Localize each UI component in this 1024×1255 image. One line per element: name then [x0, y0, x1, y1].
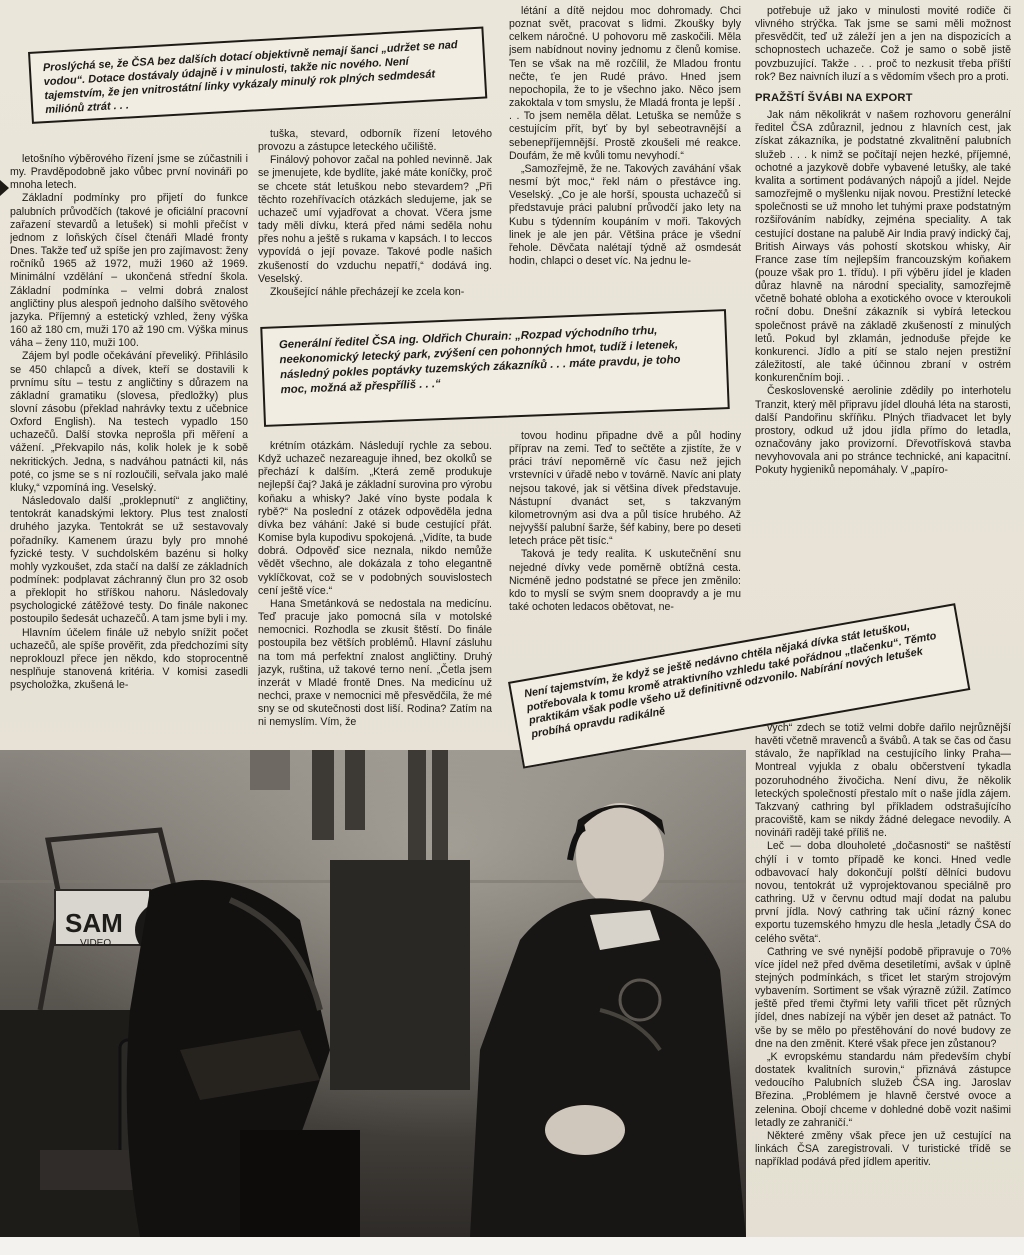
- column-2-top: [258, 128, 492, 298]
- paragraph: Zkoušející náhle přecházejí ke zcela kon-: [270, 285, 465, 298]
- paragraph: Hlavním účelem finále už nebylo snížit počet uchazečů, ale spíše prověřit, zda předchozími síty neproklouzl přece jen někdo, kdo stoprocentně nesplňuje stanovená kritéria. V komisi zasedli psycholožka, zkušená le-: [10, 626, 248, 692]
- pull-quote-top: [28, 27, 487, 124]
- page-edge-arrow: [0, 180, 9, 196]
- column-4-top-paragraphs: [755, 5, 1011, 84]
- column-2-top-paragraphs: [258, 128, 492, 298]
- paragraph: potřebuje už jako v minulosti movité rodiče či vlivného strýčka. Tak jsme se sami měli možnost přesvědčit, teď už záleží jen a jen na dispozicích a schopnostech uchazeče. Což je samo o sobě jistě povzbuzující. Takže . . . proč to nezkusit třeba příští rok? Bez naivních iluzí a s vědomím všech pro a proti.: [755, 5, 1011, 83]
- cart-sign-sub: VIDEO: [80, 938, 112, 949]
- paragraph: Cathring ve své nynější podobě připravuje o 70% více jídel než před dvěma desetiletími, avšak v úplně stejných podmínkách, s třicet let starým strojovým vybavením. Sortiment se však výrazně zúžil. Zatímco ještě před třemi čtyřmi lety vařili třicet pět různých jídel, dnes nabízejí na výběr jen deset až patnáct. To vše by se mělo po přestěhování do nové budovy ze dne na den změnit. Které však přece jen zůstanou?: [755, 945, 1011, 1050]
- pull-quote-bottom-text: Není tajemstvím, že když se ještě nedávno chtěla nějaká dívka stát letuškou, potřebovala k tomu kromě atraktivního vzhledu také pořádnou „tlačenku“. Těmto praktikám však podle všeho už definitivně odzvonilo. Nabírání nových letušek probíhá opravdu radikálně: [523, 620, 938, 741]
- column-2-bottom: [258, 440, 492, 728]
- paragraph: Leč — doba dlouholeté „dočasnosti“ se naštěstí chýlí i v tomto případě ke konci. Hned vedle odbavovací haly dokončují polští dělníci budovu novou, tentokrát už vyprojektovanou speciálně pro cathring. Už v červnu odtud mají dodat na palubu první jídla. Nový cathring tak učiní rázný konec exportu tuzemského hmyzu dle hesla „letadly ČSA do celého světa“.: [755, 840, 1011, 945]
- column-3-bottom: [509, 430, 741, 612]
- paragraph: Taková je tedy realita. K uskutečnění snu nejedné dívky vede poměrně obtížná cesta. Nicméně jedno podstatné se přece jen změnilo: kdo to myslí se svým snem doopravdy a je mu také ochoten ledacos obětovat, ne-: [509, 548, 741, 612]
- cart-sign-text: SAM: [65, 908, 123, 938]
- bench: [330, 860, 470, 1090]
- column-3-top-paragraphs: [509, 5, 741, 268]
- column-1: [10, 153, 248, 727]
- column-3-top: [509, 5, 741, 297]
- paragraph: Následovalo další „proklepnutí“ z angličtiny, tentokrát kanadskými lektory. Plus test znalostí druhého jazyka. Tentokrát se už sestavovaly pořadníky. Kamenem úrazu byly pro mnohé fyzické testy. V suchdolském bazénu si holky mohly vyzkoušet, zda stačí na další ze základních podmínek: podplavat záchranný člun pro 32 osob a překlopit ho stříškou nahoru. Následovaly psychologické zátěžové testy. Do finále nakonec postoupilo šedesát uchazečů. A tam jsme byli i my.: [10, 495, 248, 626]
- airport-waiting-photo: [0, 750, 746, 1237]
- column-2-bottom-paragraphs: [258, 440, 492, 728]
- paragraph: Zájem byl podle očekávání převeliký. Přihlásilo se 450 chlapců a dívek, kteří se dostavili k prvnímu sítu – testu z angličtiny s důrazem na základní gramatiku (slovesa, předložky) plus slovní zásobu (překlad nahrávky textu z učebnice Oxford English). Na testech vypadlo 150 uchazečů. Další stovka neprošla při měření a vážení. „Překvapilo nás, kolik holek je k sobě nekritických. Jedna, s nadváhou patnácti kil, nás poté, co jsme se s ní rozloučili, seřvala jako malé kluky,“ vzpomíná ing. Veselský.: [10, 350, 248, 494]
- pull-quote-top-text: Proslýchá se, že ČSA bez dalších dotací objektivně nemají šanci „udržet se nad vodou“. Dotace dostávaly údajně i v minulosti, takže nic nového. Není tajemstvím, že jen vnitrostátní linky vykázaly minulý rok plných sedmdesát miliónů ztrát . . .: [42, 39, 458, 117]
- paragraph: „K evropskému standardu nám především chybí dostatek kvalitních surovin,“ přiznává zástupce vedoucího Palubních služeb ČSA ing. Jaroslav Březina. „Problémem je hlavně čerstvé ovoce a zelenina. Obojí chceme v dohledné době vozit našimi letadly ze zahraničí.“: [755, 1050, 1011, 1129]
- paragraph: „Samozřejmě, že ne. Takových zaváhání však nesmí být moc,“ řekl nám o přestávce ing. Veselský. „Co je ale horší, spousta uchazečů si představuje práci palubní průvodčí jako lety na Kubu s týdenním koupáním v moři. Takových linek je ale jen pár. Většina práce je všední řehole. Děvčata nalétají týdně až osmdesát hodin, chlapci o deset víc. Na jednu le-: [509, 162, 741, 267]
- section-heading: PRAŽŠTÍ ŠVÁBI NA EXPORT: [755, 91, 913, 104]
- column-1-paragraphs: [10, 153, 248, 692]
- column-4-bottom: [755, 722, 1011, 1237]
- paragraph: Finálový pohovor začal na pohled nevinně. Jak se jmenujete, kde bydlíte, jaké máte koníčky, proč se chcete stát letuškou nebo stevardem? „Při těchto rozehřívacích otázkách sledujeme, jak se uchazeč umí vyjadřovat a chovat. Včera jsme tady měli dívku, která před námi seděla nohu přes nohu a ještě s rukama v kapsách. I to leccos vypovídá o její povaze. Takové podle našich zkušeností do vzduchu nepatří,“ dodává ing. Veselský.: [258, 154, 492, 285]
- pull-quote-middle: [260, 309, 729, 427]
- photo-drawing: [0, 750, 746, 1237]
- paragraph: tuška, stevard, odborník řízení letového provozu a zástupce leteckého učiliště.: [258, 128, 492, 154]
- paragraph: tovou hodinu připadne dvě a půl hodiny příprav na zemi. Teď to sečtěte a zjistíte, že v práci tráví nepoměrně víc času než jejich vrstevníci v úřadě nebo v továrně. Navíc ani platy nejsou takové, jak si většina dívek představuje. Nástupní dvanáct set, s takzvaným kilometrovným asi dva a půl tisíce hrubého. Až nejvyšší palubní šarže, šéf kabiny, bere po deseti letech práce pět tisíc.“: [509, 430, 741, 548]
- paragraph: vých“ zdech se totiž velmi dobře dařilo nejrůznější havěti včetně mravenců a švábů. A tak se čas od času stávalo, že například na cestujícího linky Praha—Montreal vyjukla z obalu občerstvení tykadla pozoruhodného živočicha. Není divu, že několik leteckých společností přestalo mít o naše jídla zájem. Takzvaný cathring byl příkladem odstrašujícího pracoviště, kam se nikdy žádné delegace nevodily. A novináři raději také příliš ne.: [755, 722, 1011, 840]
- paragraph: Některé změny však přece jen už cestující na linkách ČSA zaregistrovali. V turistické třídě se například podává před jídlem aperitiv.: [755, 1129, 1011, 1169]
- paragraph: krétním otázkám. Následují rychle za sebou. Když uchazeč nezareaguje ihned, bez okolků se přechází k dalším. „Která země produkuje nejlepší čaj? Jaká je základní surovina pro výrobu koňaku a whisky? Jaké víno byste podala k rybě?“ Na poslední z otázek odpověděla jedna dívka bez váhání: Jaké si bude cestující přát. Komise byla kupodivu spokojená. „Vidíte, ta bude dobrá. Odpověď sice neznala, nikdo nemůže vědět všechno, ale dokázala z toho elegantně vyklíčkovat, což se v podobných souvislostech cení ještě více.“: [258, 440, 492, 597]
- paragraph: Základní podmínky pro přijetí do funkce palubních průvodčích (takové je oficiální pracovní zařazení stevardů a letušek) si mohli přečíst v jednom z loňských čísel čtenáři Mladé fronty Dnes. Takže teď už spíše jen pro zajímavost: ženy ročníků 1965 až 1972, muži 1960 až 1969. Minimální vzdělání – ukončená střední škola. Základní podmínka – velmi dobrá znalost angličtiny plus alespoň jednoho dalšího světového jazyka. Příjemný a estetický vzhled, ženy výška 160 až 180 cm, muži 170 až 190 cm. Výška minus váha – ženy 110, muži 100.: [10, 192, 248, 350]
- column-3-bottom-paragraphs: [509, 430, 741, 612]
- paragraph: létání a dítě nejdou moc dohromady. Chci poznat svět, pracovat s lidmi. Zkoušky byly celkem náročné. U pohovoru mě zaskočili. Měla jsem nabídnout noviny jednomu z členů komise. Ten se však na mě rozčílil, že Mladou frontu nečte, ťe jen Rudé právo. Hned jsem nepochopila, že to je všechno jako. Něco jsem zakoktala v tom smyslu, že Mladá fronta je lepší . . . To jsem neměla dělat. Letuška se nemůže s cestujícím přít, byť by byl sebeotravnější a sebenepříjemnější. Prostě zkoušeli mé reakce. Doufám, že mě kvůli tomu nevyhodí.“: [509, 5, 741, 162]
- paragraph: Jak nám několikrát v našem rozhovoru generální ředitel ČSA zdůraznil, jednou z hlavních cest, jak získat zákazníka, je podstatné zkvalitnění palubních služeb . . . k nimž se počítají nejen hezké, příjemné, ochotné a jazykově dobře vybavené letušky, ale také kvalita a sortiment podávaných nápojů a jídel. Nejde samozřejmě o myšlenku nijak novou. Prestižní letecké společnosti se už mnoho let tuhými praxe podstatným rozšiřováním nabídky, zejména speciality. A tak cestující dostane na palubě Air India pravý indický čaj, British Airways vás pohostí skotskou whisky, Air France zase tím nejlepším francouzským koňakem (pouze však pro 1. třídu). I při výběru jídel je kladen důraz hlavně na národní speciality, samozřejmě včetně bohaté obloha a exotického ovoce v kteroukoli roční dobu. Dnešní zákazník si vybírá leteckou společnost právě na základě zkušeností z minulých letů. Pokud byl zklamán, jednoduše přejde ke konkurenci. Jídlo a pití se stalo nejen prestižní záležitostí, ale také účinnou zbraní v ostrém konkurenčním boji. .: [755, 109, 1011, 385]
- column-4-bottom-paragraphs: [755, 722, 1011, 1169]
- paragraph: Československé aerolinie zdědily po interhotelu Tranzit, který měl připravu jídel dlouhá léta na starosti, další Pandořinu skříňku. Plných třiadvacet let byly prostory, odkud už jdou jídla přímo do letadla, označovány jako provizorní. Dřevotřísková stavba nevyhovovala ani po stránce technické, ani kapacitní. Pokuty hygieniků nepomáhaly. V „papíro-: [755, 385, 1011, 477]
- page-bottom-margin: [0, 1237, 1024, 1255]
- column-4-top: [755, 5, 1011, 719]
- pull-quote-middle-text: Generální ředitel ČSA ing. Oldřich Churain: „Rozpad východního trhu, neekonomický letecký park, zvýšení cen pohonných hmot, tudíž i letenek, následný pokles poptávky tuzemských zákazníků . . . máte pravdu, je toho moc, možná až přespříliš . . .“: [278, 324, 681, 397]
- column-4-mid-paragraphs: [755, 109, 1011, 477]
- paragraph: letošního výběrového řízení jsme se zúčastnili i my. Pravděpodobně jako vůbec první novináři po mnoha letech.: [10, 153, 248, 192]
- foreground-bag: [240, 1130, 360, 1237]
- paragraph: Hana Smetánková se nedostala na medicínu. Teď pracuje jako pomocná síla v motolské nemocnici. Rozhodla se zkusit štěstí. Do finále postoupila bez větších problémů. Hlavní zásluhu na tom má perfektní znalost angličtiny. Druhý jazyk, ruština, už takové terno není. „Četla jsem inzerát v Mladé frontě Dnes. Na medicínu už nechci, praxe v nemocnici mě přesvědčila, že mé sny se od skutečnosti dost liší. Rodina? Zatím na ni nemyslím. Vím, že: [258, 597, 492, 728]
